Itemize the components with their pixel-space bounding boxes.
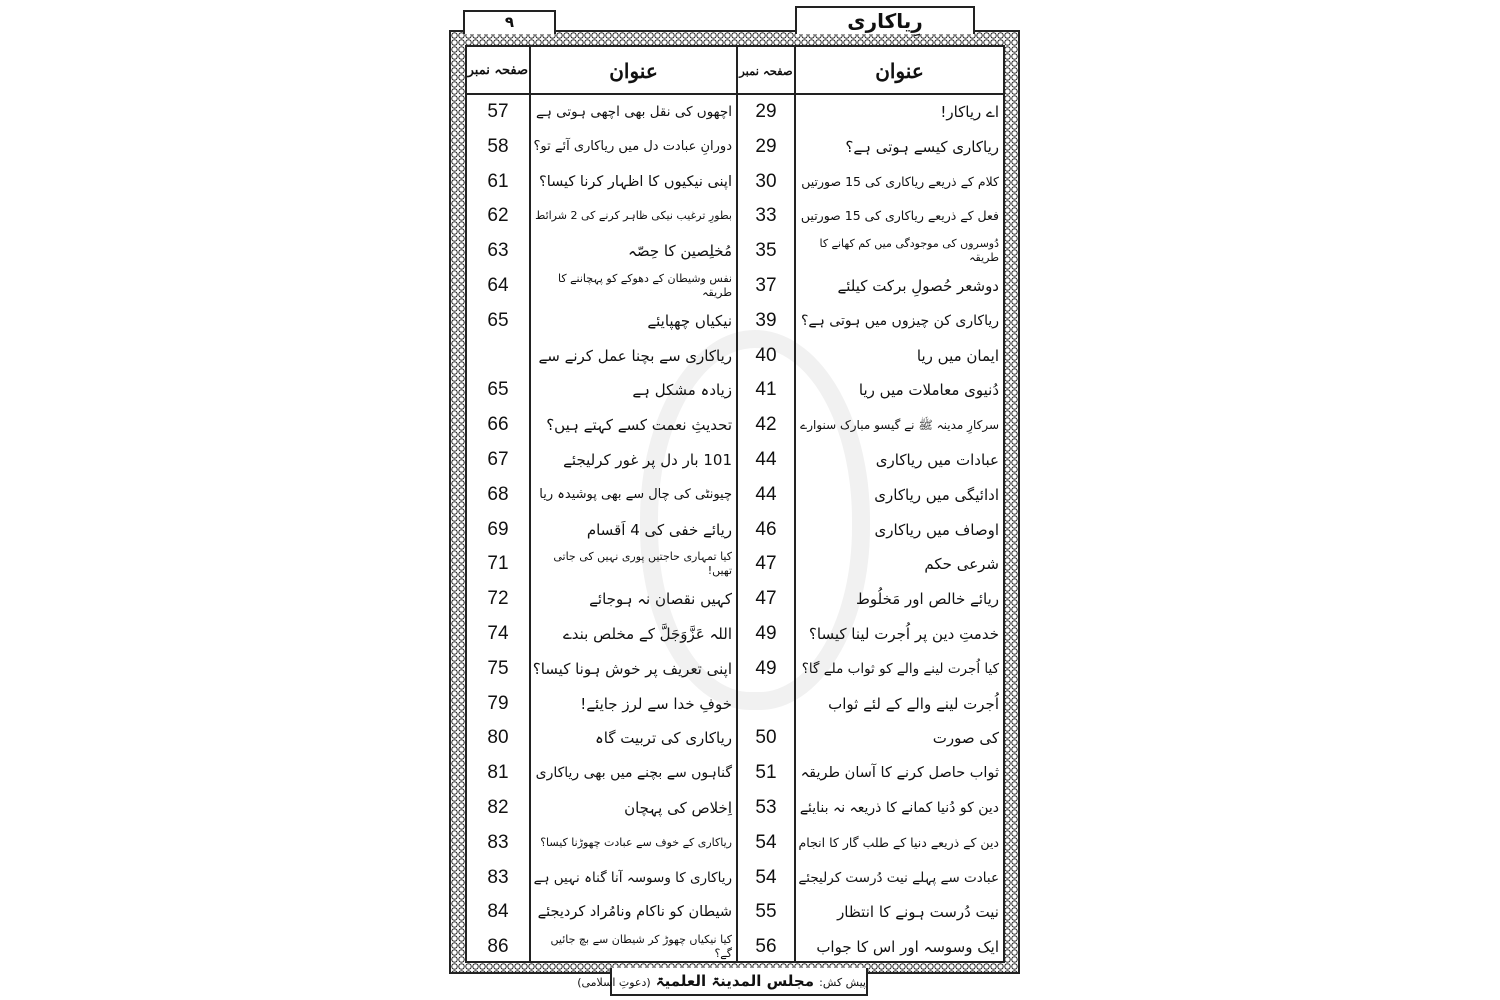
footer-prefix: پیش کش:	[819, 976, 866, 989]
left-entry-page: 83	[487, 866, 509, 888]
left-entry-title: گناہوں سے بچنے میں بھی ریاکاری	[535, 765, 732, 782]
left-entry-title: 101 بار دل پر غور کرلیجئے	[563, 451, 732, 469]
left-entry-page: 84	[487, 901, 509, 923]
right-entry-page: 53	[755, 797, 777, 818]
left-entry-title: نفس وشیطان کے دھوکے کو پہچاننے کا طریقہ	[558, 272, 732, 299]
right-entry-page: 44	[755, 449, 777, 470]
right-entry-page: 29	[755, 135, 777, 157]
left-entry-title: کہیں نقصان نہ ہوجائے	[589, 590, 732, 609]
column-divider	[794, 45, 796, 963]
right-entry-page: 40	[755, 344, 777, 366]
left-entry-page: 72	[487, 588, 509, 610]
right-entry-title: نیت دُرست ہونے کا انتظار	[837, 903, 999, 922]
right-entry-page: 55	[755, 901, 777, 923]
left-entry-title: مُخلِصین کا حِصّہ	[628, 242, 732, 261]
left-entry-title: زیادہ مشکل ہے	[632, 381, 732, 400]
left-entry-page: 67	[487, 449, 509, 470]
left-entry-page: 65	[487, 379, 509, 401]
left-entry-page: 57	[487, 101, 509, 122]
left-entry-page: 80	[487, 727, 509, 749]
right-entry-page: 56	[755, 936, 777, 958]
left-entry-title: اپنی تعریف پر خوش ہونا کیسا؟	[532, 659, 732, 678]
left-entry-title: خوفِ خدا سے لرز جایئے!	[580, 694, 732, 713]
right-entry-title: ریاکاری کیسے ہوتی ہے؟	[845, 137, 999, 156]
right-entry-page: 37	[755, 275, 777, 296]
left-entry-title: ریاکاری کا وسوسہ آنا گناہ نہیں ہے	[533, 869, 732, 886]
right-entry-title: شرعی حکم	[924, 555, 999, 574]
right-entry-page: 49	[755, 657, 777, 679]
right-entry-title: عبادت سے پہلے نیت دُرست کرلیجئے	[798, 869, 999, 886]
right-entry-page: 30	[755, 170, 777, 192]
right-entry-title: سرکارِ مدینہ ﷺ نے گیسو مبارک سنوارے	[800, 418, 999, 433]
left-entry-title: نیکیاں چھپایئے	[647, 311, 732, 330]
left-entry-title: کیا نیکیاں چھوڑ کر شیطان سے بچ جائیں گے؟	[550, 933, 732, 961]
right-entry-page: 42	[755, 414, 777, 436]
right-entry-title: دین کے ذریعے دنیا کے طلب گار کا انجام	[798, 834, 999, 850]
right-entry-title: ریاکاری کن چیزوں میں ہوتی ہے؟	[800, 312, 999, 329]
right-entry-title: دُنیوی معاملات میں ریا	[858, 381, 999, 400]
right-title-header: عنوان	[875, 59, 924, 83]
right-page-header: صفحہ نمبر	[739, 64, 793, 78]
left-entry-page: 61	[487, 170, 509, 192]
right-entry-page	[738, 689, 794, 719]
book-title: رِیاکاری	[795, 6, 975, 34]
left-entry-title: دورانِ عبادت دل میں ریاکاری آئے تو؟	[533, 138, 732, 154]
right-entry-title: دوشعر حُصولِ برکت کیلئے	[837, 277, 999, 295]
right-entry-page: 29	[755, 101, 777, 122]
right-entry-title: دین کو دُنیا کمانے کا ذریعہ نہ بنایئے	[799, 800, 999, 816]
left-entry-title: شیطان کو ناکام ونامُراد کردیجئے	[537, 904, 732, 921]
right-entry-title: ایک وسوسہ اور اس کا جواب	[816, 938, 999, 957]
right-entry-title: ریائے خالص اور مَخلُوط	[855, 590, 999, 609]
left-entry-page: 75	[487, 657, 509, 679]
right-entry-title: کیا اُجرت لینے والے کو ثواب ملے گا؟	[801, 660, 999, 677]
right-entry-title: فعل کے ذریعے ریاکاری کی 15 صورتیں	[800, 208, 999, 224]
left-entry-page: 62	[487, 205, 509, 227]
header-divider	[465, 93, 1005, 95]
footer-org: (دعوتِ اسلامی)	[577, 976, 651, 989]
right-entry-page: 54	[755, 866, 777, 888]
left-entry-title: اچھوں کی نقل بھی اچھی ہوتی ہے	[536, 104, 732, 120]
left-entry-page: 74	[487, 623, 509, 644]
right-entry-title: ایمان میں ریا	[916, 346, 999, 365]
right-entry-title: کلام کے ذریعے ریاکاری کی 15 صورتیں	[801, 173, 999, 189]
right-entry-title: ثواب حاصل کرنے کا آسان طریقہ	[800, 765, 999, 782]
left-page-header: صفحہ نمبر	[467, 63, 528, 78]
left-entry-page: 68	[487, 483, 509, 505]
right-entry-page: 47	[755, 588, 777, 610]
footer-credit	[577, 968, 868, 996]
left-entry-page: 63	[487, 240, 509, 262]
left-entry-page	[467, 341, 529, 371]
right-entry-page: 49	[755, 623, 777, 644]
right-entry-title: دُوسروں کی موجودگی میں کم کھانے کا طریقہ	[819, 237, 999, 265]
footer-publisher: مجلس المدینۃ العلمیۃ	[655, 972, 815, 990]
left-entry-title: ریاکاری سے بچنا عمل کرنے سے	[538, 346, 732, 365]
left-entry-title: کیا تمہاری حاجتیں پوری نہیں کی جاتی تھیں!	[553, 550, 732, 578]
right-entry-page: 46	[755, 518, 777, 540]
right-entry-page: 35	[755, 240, 777, 262]
right-entry-title: اوصاف میں ریاکاری	[874, 520, 999, 539]
right-entry-page: 50	[755, 727, 777, 749]
right-entry-page: 33	[755, 205, 777, 227]
left-entry-page: 83	[487, 831, 509, 853]
right-entry-title: خدمتِ دین پر اُجرت لینا کیسا؟	[808, 625, 999, 643]
right-entry-title: ادائیگی میں ریاکاری	[874, 485, 999, 504]
left-entry-title: ریاکاری کے خوف سے عبادت چھوڑنا کیسا؟	[540, 835, 732, 849]
left-entry-page: 69	[487, 518, 509, 540]
left-entry-title: چیونٹی کی چال سے بھی پوشیدہ ریا	[539, 486, 732, 502]
left-title-header: عنوان	[609, 59, 658, 83]
right-entry-page: 47	[755, 553, 777, 575]
left-entry-title: ریائے خفی کی 4 اَقسام	[586, 520, 732, 539]
left-entry-title: تحدیثِ نعمت کسے کہتے ہیں؟	[546, 416, 732, 435]
right-entry-page: 39	[755, 309, 777, 331]
right-entry-title: اے ریاکار!	[940, 103, 999, 121]
left-entry-title: اللہ عَزَّوَجَلَّ کے مخلص بندے	[562, 625, 732, 643]
column-divider	[529, 45, 531, 963]
right-entry-title: عبادات میں ریاکاری	[875, 451, 999, 469]
right-entry-page: 41	[755, 379, 777, 401]
right-entry-page: 54	[755, 831, 777, 853]
left-entry-page: 71	[487, 553, 509, 575]
left-entry-page: 79	[487, 692, 509, 714]
left-entry-page: 64	[487, 275, 509, 296]
left-entry-page: 65	[487, 309, 509, 331]
right-entry-title: کی صورت	[932, 729, 999, 748]
left-entry-page: 81	[487, 762, 509, 784]
right-entry-page: 51	[755, 762, 777, 784]
page-number: ۹	[463, 10, 556, 34]
left-entry-page: 66	[487, 414, 509, 436]
right-entry-title: اُجرت لینے والے کے لئے ثواب	[828, 694, 999, 713]
left-entry-page: 82	[487, 797, 509, 818]
left-entry-title: اپنی نیکیوں کا اظہار کرنا کیسا؟	[539, 173, 732, 190]
left-entry-title: اِخلاص کی پہچان	[624, 799, 732, 817]
left-entry-page: 58	[487, 135, 509, 157]
right-entry-page: 44	[755, 483, 777, 505]
left-entry-title: ریاکاری کی تربیت گاہ	[594, 729, 732, 748]
left-entry-page: 86	[487, 936, 509, 958]
left-entry-title: بطورِ ترغیب نیکی ظاہر کرنے کی 2 شرائط	[535, 209, 732, 223]
